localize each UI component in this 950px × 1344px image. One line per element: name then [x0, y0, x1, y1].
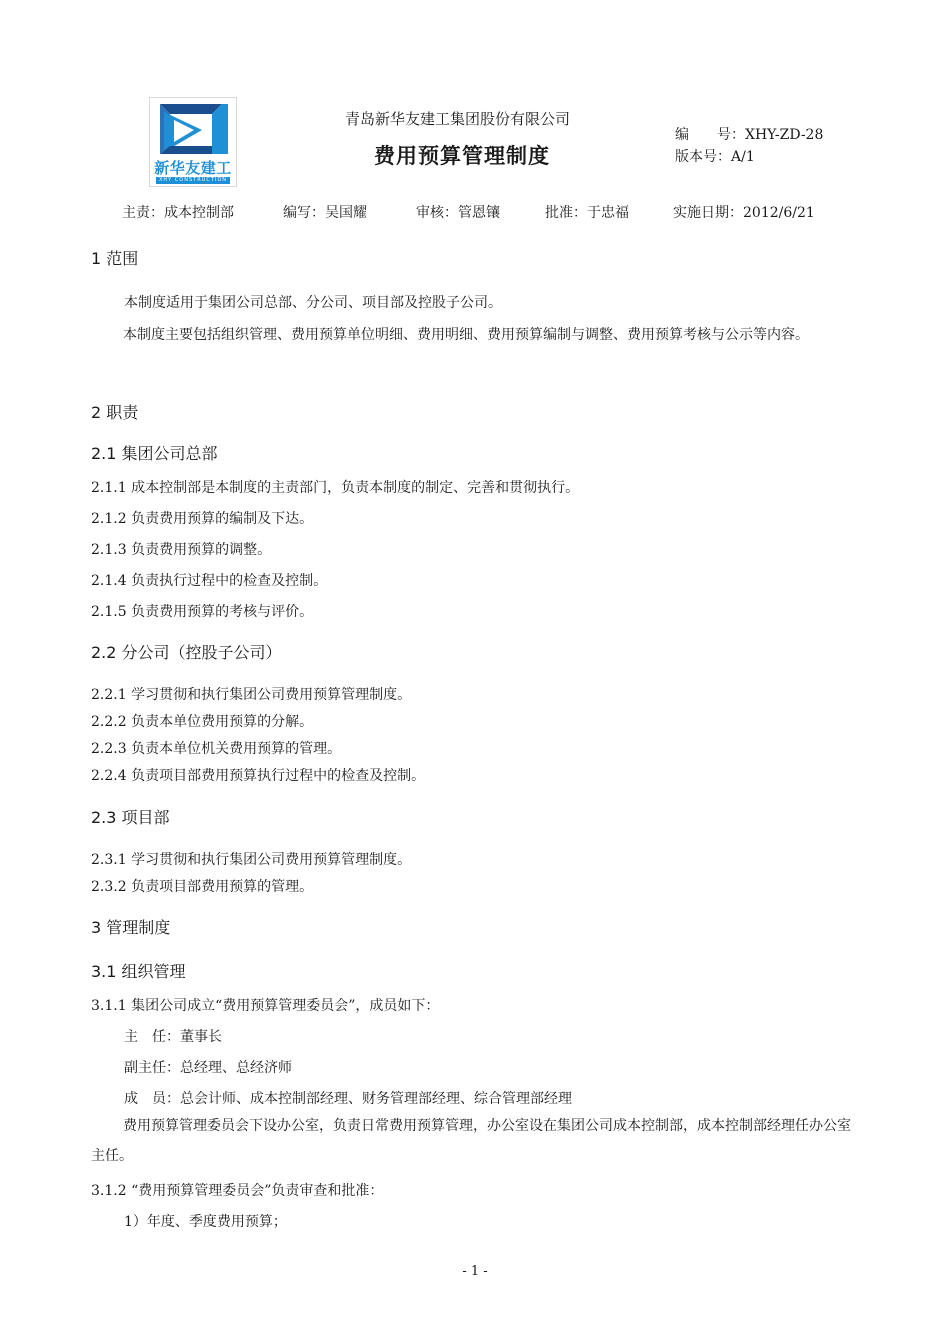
scope-paragraph-1: 本制度适用于集团公司总部、分公司、项目部及控股子公司。: [124, 295, 502, 311]
company-name: 青岛新华友建工集团股份有限公司: [345, 110, 571, 128]
scope-paragraph-2: 本制度主要包括组织管理、费用预算单位明细、费用明细、费用预算编制与调整、费用预算考核与公示等内容。: [123, 327, 809, 343]
logo-brand-subtext: XHY CONSTRUCTION: [156, 177, 230, 184]
document-code: [675, 124, 823, 144]
subsection-heading-organization: 3.1 组织管理: [91, 962, 186, 981]
list-item-2-1-2: 2.1.2 负责费用预算的编制及下达。: [91, 511, 314, 527]
list-item-2-2-1: 2.2.1 学习贯彻和执行集团公司费用预算管理制度。: [91, 687, 412, 703]
list-item-3-1-2: 3.1.2 “费用预算管理委员会”负责审查和批准：: [91, 1183, 384, 1199]
document-code-value: XHY-ZD-28: [745, 127, 824, 143]
document-title: 费用预算管理制度: [374, 144, 550, 168]
signoff-effective-date: 实施日期：2012/6/21: [673, 205, 815, 221]
subsection-heading-hq: 2.1 集团公司总部: [91, 444, 218, 463]
list-item-2-2-3: 2.2.3 负责本单位机关费用预算的管理。: [91, 741, 342, 757]
list-item-annual-budget: 1）年度、季度费用预算；: [124, 1214, 287, 1230]
member-chair: 主 任：董事长: [124, 1029, 222, 1045]
page-number: - 1 -: [462, 1264, 488, 1279]
signoff-approver: 批准：于忠福: [545, 205, 629, 221]
member-members: 成 员：总会计师、成本控制部经理、财务管理部经理、综合管理部经理: [124, 1091, 572, 1107]
office-paragraph: 费用预算管理委员会下设办公室，负责日常费用预算管理，办公室设在集团公司成本控制部，成本控制部经理任办公室主任。: [91, 1118, 851, 1164]
logo-brand-text: 新华友建工: [154, 159, 232, 177]
subsection-heading-project: 2.3 项目部: [91, 808, 170, 827]
signoff-reviewer: 审核：管恩镶: [416, 205, 500, 221]
list-item-3-1-1: 3.1.1 集团公司成立“费用预算管理委员会”，成员如下：: [91, 998, 440, 1014]
section-heading-duties: 2 职责: [91, 403, 139, 422]
company-logo: [149, 97, 237, 187]
signoff-author: 编写：吴国耀: [283, 205, 367, 221]
signoff-responsible: 主责：成本控制部: [122, 205, 234, 221]
section-heading-scope: 1 范围: [91, 249, 139, 268]
list-item-2-1-3: 2.1.3 负责费用预算的调整。: [91, 542, 272, 558]
document-version: [675, 146, 755, 166]
subsection-heading-branch: 2.2 分公司（控股子公司）: [91, 643, 282, 662]
list-item-2-1-4: 2.1.4 负责执行过程中的检查及控制。: [91, 573, 328, 589]
document-version-value: A/1: [731, 149, 755, 165]
list-item-2-3-1: 2.3.1 学习贯彻和执行集团公司费用预算管理制度。: [91, 852, 412, 868]
list-item-2-3-2: 2.3.2 负责项目部费用预算的管理。: [91, 879, 314, 895]
section-heading-management: 3 管理制度: [91, 918, 171, 937]
document-version-label: 版本号：: [675, 149, 731, 165]
list-item-2-2-4: 2.2.4 负责项目部费用预算执行过程中的检查及控制。: [91, 768, 426, 784]
list-item-2-2-2: 2.2.2 负责本单位费用预算的分解。: [91, 714, 314, 730]
list-item-2-1-1: 2.1.1 成本控制部是本制度的主责部门，负责本制度的制定、完善和贯彻执行。: [91, 480, 580, 496]
logo-emblem-icon: [150, 98, 236, 158]
list-item-2-1-5: 2.1.5 负责费用预算的考核与评价。: [91, 604, 314, 620]
document-code-label: 编 号：: [675, 127, 745, 143]
member-vice-chair: 副主任：总经理、总经济师: [124, 1060, 292, 1076]
